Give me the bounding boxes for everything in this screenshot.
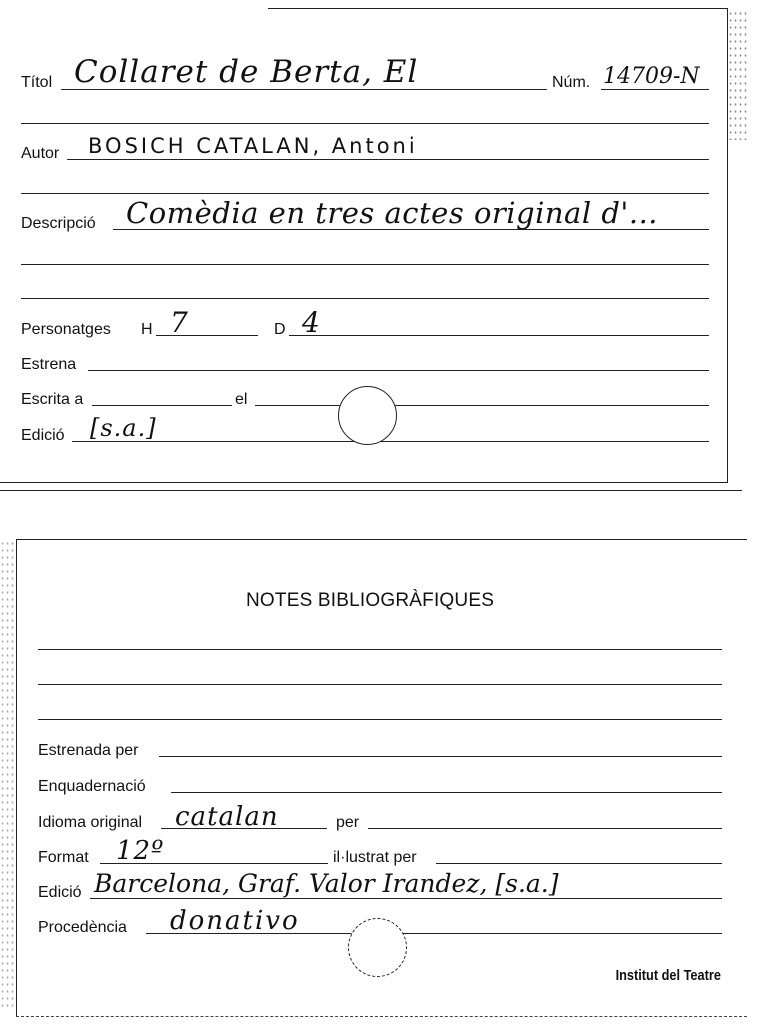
el-label: el	[235, 391, 248, 408]
enquadernacio-line	[171, 792, 722, 793]
titol-value: Collaret de Berta, El	[74, 54, 419, 90]
notes-rule-3	[38, 719, 722, 720]
descripcio-label: Descripció	[21, 215, 96, 232]
edicio-bottom-label: Edició	[38, 884, 82, 901]
d-line	[289, 335, 709, 336]
autor-value: BOSICH CATALAN, Antoni	[88, 134, 418, 158]
notes-rule-1	[38, 649, 722, 650]
format-label: Format	[38, 849, 89, 866]
d-label: D	[274, 321, 286, 338]
scan-noise-left	[0, 540, 16, 1010]
punch-hole-bottom	[348, 918, 407, 977]
rule-1	[21, 123, 709, 124]
h-label: H	[141, 321, 153, 338]
institution-name: Institut del Teatre	[615, 967, 721, 984]
il-label: il·lustrat per	[333, 849, 417, 866]
idioma-value: catalan	[175, 802, 279, 832]
autor-label: Autor	[21, 145, 60, 162]
estrena-line	[88, 370, 709, 371]
titol-label: Títol	[21, 74, 53, 91]
card-bottom-cut	[0, 490, 742, 491]
edicio-bottom-value: Barcelona, Graf. Valor Irandez, [s.a.]	[94, 869, 559, 898]
format-value: 12º	[116, 836, 165, 866]
edicio-top-value: [s.a.]	[90, 414, 157, 442]
d-value: 4	[302, 306, 321, 339]
notes-rule-2	[38, 684, 722, 685]
personatges-label: Personatges	[21, 321, 111, 338]
edicio-top-label: Edició	[21, 427, 65, 444]
autor-line	[67, 159, 709, 160]
el-line	[255, 405, 709, 406]
escrita-label: Escrita a	[21, 391, 84, 408]
num-line	[601, 89, 709, 90]
per-label: per	[336, 814, 360, 831]
edicio-bottom-line	[90, 898, 722, 899]
scan-noise-right	[728, 10, 748, 140]
il-line	[436, 863, 722, 864]
notes-heading: NOTES BIBLIOGRÀFIQUES	[246, 590, 495, 611]
card-top-edge	[268, 8, 728, 9]
h-value: 7	[170, 306, 189, 339]
edicio-top-line	[72, 441, 709, 442]
idioma-label: Idioma original	[38, 814, 143, 831]
procedencia-value: donativo	[170, 906, 300, 936]
num-value: 14709-N	[603, 64, 700, 89]
estrenada-line	[159, 756, 722, 757]
procedencia-label: Procedència	[38, 919, 127, 936]
num-label: Núm.	[552, 74, 591, 91]
descripcio-value: Comèdia en tres actes original d'...	[126, 196, 659, 230]
estrenada-label: Estrenada per	[38, 742, 139, 759]
per-line	[368, 828, 722, 829]
rule-4	[21, 298, 709, 299]
estrena-label: Estrena	[21, 356, 77, 373]
enquadernacio-label: Enquadernació	[38, 778, 146, 795]
escrita-line	[92, 405, 232, 406]
rule-3	[21, 264, 709, 265]
rule-2	[21, 193, 709, 194]
punch-hole-top	[338, 386, 397, 445]
